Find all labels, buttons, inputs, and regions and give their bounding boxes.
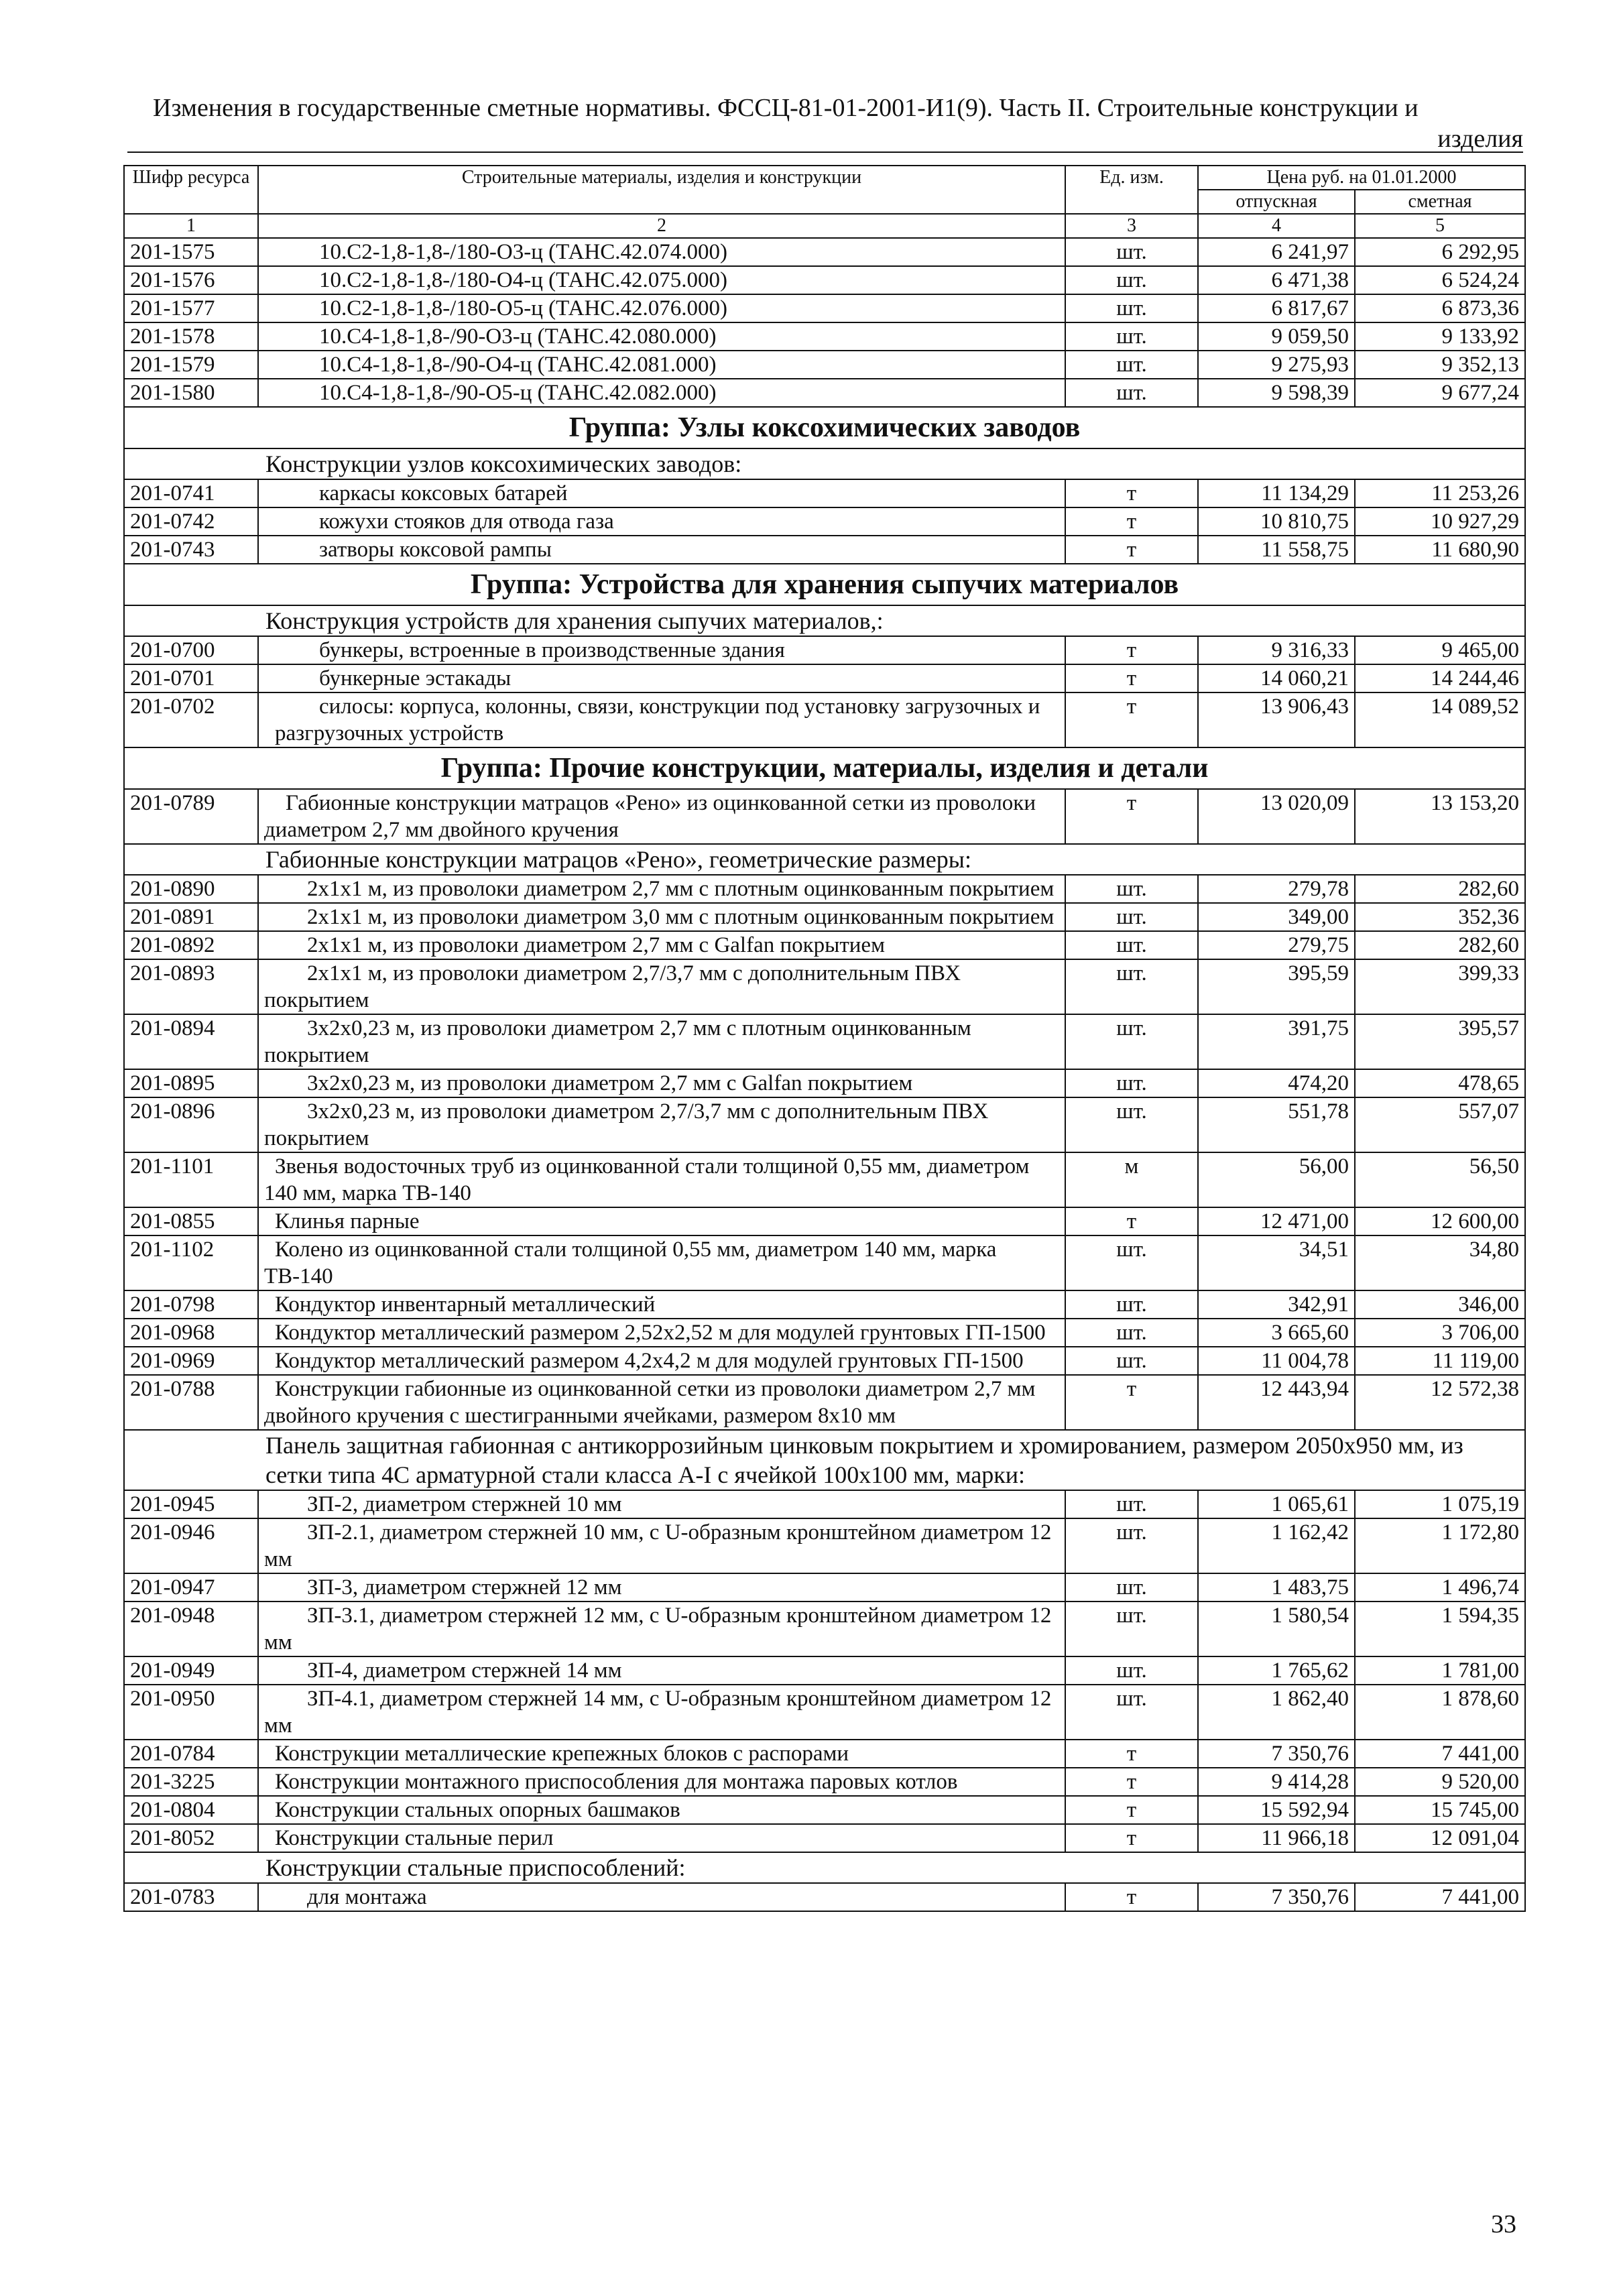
resource-code: 201-0893 — [124, 959, 258, 1014]
resource-code: 201-1102 — [124, 1235, 258, 1290]
resource-code: 201-0700 — [124, 636, 258, 664]
resource-code: 201-0948 — [124, 1602, 258, 1656]
release-price: 6 471,38 — [1198, 266, 1355, 294]
estimate-price: 9 677,24 — [1355, 379, 1525, 407]
resource-code: 201-0947 — [124, 1573, 258, 1602]
material-name: 2х1х1 м, из проволоки диаметром 2,7 мм с плотным оцинкованным покрытием — [258, 875, 1065, 903]
col-code-header: Шифр ресурса — [124, 166, 258, 214]
resource-code: 201-1577 — [124, 294, 258, 322]
material-name: для монтажа — [258, 1883, 1065, 1911]
table-row — [124, 1152, 1525, 1207]
estimate-price: 1 075,19 — [1355, 1490, 1525, 1518]
material-name: 10.С4-1,8-1,8-/90-О5-ц (ТАНС.42.082.000) — [258, 379, 1065, 407]
unit: шт. — [1065, 1573, 1198, 1602]
release-price: 9 414,28 — [1198, 1768, 1355, 1796]
table-row — [124, 294, 1525, 322]
release-price: 11 966,18 — [1198, 1824, 1355, 1852]
unit: шт. — [1065, 1319, 1198, 1347]
material-name: 10.С4-1,8-1,8-/90-О3-ц (ТАНС.42.080.000) — [258, 322, 1065, 351]
table-row — [124, 536, 1525, 564]
release-price: 12 471,00 — [1198, 1207, 1355, 1235]
estimate-price: 12 600,00 — [1355, 1207, 1525, 1235]
estimate-price: 282,60 — [1355, 875, 1525, 903]
estimate-price: 15 745,00 — [1355, 1796, 1525, 1824]
resource-code: 201-0950 — [124, 1685, 258, 1740]
unit: т — [1065, 536, 1198, 564]
table-row — [124, 959, 1525, 1014]
table-row — [124, 1014, 1525, 1069]
table-row — [124, 1290, 1525, 1319]
resource-code: 201-0783 — [124, 1883, 258, 1911]
group-heading-row — [124, 407, 1525, 448]
unit: шт. — [1065, 294, 1198, 322]
unit: шт. — [1065, 1069, 1198, 1097]
estimate-price: 9 133,92 — [1355, 322, 1525, 351]
unit: шт. — [1065, 379, 1198, 407]
resource-code: 201-0789 — [124, 789, 258, 844]
estimate-price: 352,36 — [1355, 903, 1525, 931]
group-heading: Группа: Узлы коксохимических заводов — [124, 407, 1525, 448]
unit: шт. — [1065, 903, 1198, 931]
table-row — [124, 636, 1525, 664]
release-price: 9 316,33 — [1198, 636, 1355, 664]
release-price: 15 592,94 — [1198, 1796, 1355, 1824]
group-heading-row — [124, 747, 1525, 789]
estimate-price: 13 153,20 — [1355, 789, 1525, 844]
table-row — [124, 322, 1525, 351]
col-release-price-header: отпускная — [1198, 190, 1355, 214]
table-row — [124, 1740, 1525, 1768]
document-header — [153, 93, 1523, 154]
material-name: 2х1х1 м, из проволоки диаметром 2,7/3,7 мм с дополнительным ПВХ покрытием — [258, 959, 1065, 1014]
table-row — [124, 1768, 1525, 1796]
release-price: 1 862,40 — [1198, 1685, 1355, 1740]
column-number-row — [124, 214, 1525, 238]
release-price: 9 275,93 — [1198, 351, 1355, 379]
subgroup-heading: Конструкции узлов коксохимических заводов: — [124, 448, 1525, 479]
resource-code: 201-0784 — [124, 1740, 258, 1768]
unit: шт. — [1065, 1235, 1198, 1290]
release-price: 551,78 — [1198, 1097, 1355, 1152]
unit: шт. — [1065, 1656, 1198, 1685]
release-price: 14 060,21 — [1198, 664, 1355, 692]
estimate-price: 7 441,00 — [1355, 1883, 1525, 1911]
estimate-price: 6 292,95 — [1355, 238, 1525, 266]
unit: т — [1065, 636, 1198, 664]
table-row — [124, 875, 1525, 903]
resource-code: 201-1576 — [124, 266, 258, 294]
material-name: ЗП-3.1, диаметром стержней 12 мм, с U-образным кронштейном диаметром 12 мм — [258, 1602, 1065, 1656]
material-name: 2х1х1 м, из проволоки диаметром 2,7 мм с Galfan покрытием — [258, 931, 1065, 959]
price-table — [123, 165, 1526, 1912]
unit: м — [1065, 1152, 1198, 1207]
resource-code: 201-0804 — [124, 1796, 258, 1824]
estimate-price: 478,65 — [1355, 1069, 1525, 1097]
table-row — [124, 1656, 1525, 1685]
unit: т — [1065, 1768, 1198, 1796]
release-price: 391,75 — [1198, 1014, 1355, 1069]
resource-code: 201-0702 — [124, 692, 258, 747]
resource-code: 201-0891 — [124, 903, 258, 931]
table-row — [124, 1319, 1525, 1347]
release-price: 34,51 — [1198, 1235, 1355, 1290]
material-name: Колено из оцинкованной стали толщиной 0,55 мм, диаметром 140 мм, марка ТВ-140 — [258, 1235, 1065, 1290]
unit: шт. — [1065, 1490, 1198, 1518]
resource-code: 201-0969 — [124, 1347, 258, 1375]
estimate-price: 6 524,24 — [1355, 266, 1525, 294]
material-name: Кондуктор металлический размером 4,2х4,2 м для модулей грунтовых ГП-1500 — [258, 1347, 1065, 1375]
table-row — [124, 1573, 1525, 1602]
material-name: ЗП-2.1, диаметром стержней 10 мм, с U-образным кронштейном диаметром 12 мм — [258, 1518, 1065, 1573]
table-row — [124, 351, 1525, 379]
material-name: 10.С2-1,8-1,8-/180-О5-ц (ТАНС.42.076.000) — [258, 294, 1065, 322]
table-row — [124, 1069, 1525, 1097]
release-price: 1 483,75 — [1198, 1573, 1355, 1602]
page-number: 33 — [1491, 2210, 1516, 2238]
group-heading: Группа: Прочие конструкции, материалы, изделия и детали — [124, 747, 1525, 789]
unit: т — [1065, 1207, 1198, 1235]
unit: т — [1065, 1375, 1198, 1430]
table-row — [124, 789, 1525, 844]
column-number: 3 — [1065, 214, 1198, 238]
unit: т — [1065, 1824, 1198, 1852]
estimate-price: 282,60 — [1355, 931, 1525, 959]
material-name: затворы коксовой рампы — [258, 536, 1065, 564]
release-price: 7 350,76 — [1198, 1740, 1355, 1768]
col-name-header: Строительные материалы, изделия и конструкции — [258, 166, 1065, 214]
release-price: 56,00 — [1198, 1152, 1355, 1207]
material-name: Кондуктор металлический размером 2,52х2,52 м для модулей грунтовых ГП-1500 — [258, 1319, 1065, 1347]
material-name: бункеры, встроенные в производственные здания — [258, 636, 1065, 664]
column-number: 1 — [124, 214, 258, 238]
resource-code: 201-0741 — [124, 479, 258, 507]
table-row — [124, 692, 1525, 747]
material-name: 3х2х0,23 м, из проволоки диаметром 2,7 мм с плотным оцинкованным покрытием — [258, 1014, 1065, 1069]
release-price: 7 350,76 — [1198, 1883, 1355, 1911]
estimate-price: 7 441,00 — [1355, 1740, 1525, 1768]
resource-code: 201-0968 — [124, 1319, 258, 1347]
estimate-price: 12 572,38 — [1355, 1375, 1525, 1430]
estimate-price: 1 781,00 — [1355, 1656, 1525, 1685]
subgroup-row — [124, 448, 1525, 479]
resource-code: 201-1580 — [124, 379, 258, 407]
resource-code: 201-1578 — [124, 322, 258, 351]
release-price: 13 906,43 — [1198, 692, 1355, 747]
resource-code: 201-0892 — [124, 931, 258, 959]
unit: шт. — [1065, 875, 1198, 903]
release-price: 9 059,50 — [1198, 322, 1355, 351]
group-heading: Группа: Устройства для хранения сыпучих материалов — [124, 564, 1525, 605]
subgroup-row — [124, 1430, 1525, 1490]
unit: т — [1065, 664, 1198, 692]
resource-code: 201-0946 — [124, 1518, 258, 1573]
material-name: Конструкции монтажного приспособления для монтажа паровых котлов — [258, 1768, 1065, 1796]
release-price: 1 765,62 — [1198, 1656, 1355, 1685]
material-name: силосы: корпуса, колонны, связи, конструкции под установку загрузочных и разгрузочных устройств — [258, 692, 1065, 747]
table-row — [124, 1824, 1525, 1852]
header-rule — [127, 152, 1523, 153]
estimate-price: 34,80 — [1355, 1235, 1525, 1290]
column-number: 4 — [1198, 214, 1355, 238]
release-price: 11 004,78 — [1198, 1347, 1355, 1375]
subgroup-heading: Габионные конструкции матрацов «Рено», геометрические размеры: — [124, 844, 1525, 875]
unit: шт. — [1065, 1602, 1198, 1656]
estimate-price: 1 594,35 — [1355, 1602, 1525, 1656]
table-row — [124, 1207, 1525, 1235]
release-price: 9 598,39 — [1198, 379, 1355, 407]
col-estimate-price-header: сметная — [1355, 190, 1525, 214]
subgroup-heading: Конструкция устройств для хранения сыпучих материалов,: — [124, 605, 1525, 636]
estimate-price: 1 496,74 — [1355, 1573, 1525, 1602]
unit: шт. — [1065, 351, 1198, 379]
table-row — [124, 931, 1525, 959]
material-name: Конструкции металлические крепежных блоков с распорами — [258, 1740, 1065, 1768]
material-name: Габионные конструкции матрацов «Рено» из оцинкованной сетки из проволоки диаметром 2,7 мм двойного кручения — [258, 789, 1065, 844]
material-name: каркасы коксовых батарей — [258, 479, 1065, 507]
resource-code: 201-0896 — [124, 1097, 258, 1152]
release-price: 1 580,54 — [1198, 1602, 1355, 1656]
header-line-1: Изменения в государственные сметные нормативы. ФССЦ-81-01-2001-И1(9). Часть II. Строительные конструкции и — [153, 94, 1419, 122]
table-row — [124, 1347, 1525, 1375]
estimate-price: 9 520,00 — [1355, 1768, 1525, 1796]
unit: шт. — [1065, 931, 1198, 959]
release-price: 474,20 — [1198, 1069, 1355, 1097]
resource-code: 201-0788 — [124, 1375, 258, 1430]
table-row — [124, 1490, 1525, 1518]
release-price: 6 241,97 — [1198, 238, 1355, 266]
column-number: 5 — [1355, 214, 1525, 238]
resource-code: 201-0855 — [124, 1207, 258, 1235]
table-row — [124, 379, 1525, 407]
unit: шт. — [1065, 322, 1198, 351]
table-row — [124, 664, 1525, 692]
resource-code: 201-0895 — [124, 1069, 258, 1097]
material-name: 10.С4-1,8-1,8-/90-О4-ц (ТАНС.42.081.000) — [258, 351, 1065, 379]
material-name: Клинья парные — [258, 1207, 1065, 1235]
unit: т — [1065, 1883, 1198, 1911]
release-price: 1 162,42 — [1198, 1518, 1355, 1573]
estimate-price: 1 878,60 — [1355, 1685, 1525, 1740]
resource-code: 201-1101 — [124, 1152, 258, 1207]
resource-code: 201-0945 — [124, 1490, 258, 1518]
estimate-price: 56,50 — [1355, 1152, 1525, 1207]
unit: шт. — [1065, 266, 1198, 294]
resource-code: 201-0743 — [124, 536, 258, 564]
resource-code: 201-0949 — [124, 1656, 258, 1685]
estimate-price: 6 873,36 — [1355, 294, 1525, 322]
material-name: 3х2х0,23 м, из проволоки диаметром 2,7/3,7 мм с дополнительным ПВХ покрытием — [258, 1097, 1065, 1152]
resource-code: 201-0701 — [124, 664, 258, 692]
col-unit-header: Ед. изм. — [1065, 166, 1198, 214]
material-name: Конструкции габионные из оцинкованной сетки из проволоки диаметром 2,7 мм двойного кручения с шестигранными ячейками, размером 8х10 мм — [258, 1375, 1065, 1430]
estimate-price: 12 091,04 — [1355, 1824, 1525, 1852]
material-name: 10.С2-1,8-1,8-/180-О3-ц (ТАНС.42.074.000) — [258, 238, 1065, 266]
release-price: 395,59 — [1198, 959, 1355, 1014]
unit: т — [1065, 1740, 1198, 1768]
release-price: 342,91 — [1198, 1290, 1355, 1319]
table-row — [124, 1602, 1525, 1656]
subgroup-row — [124, 1852, 1525, 1883]
table-row — [124, 1097, 1525, 1152]
estimate-price: 9 352,13 — [1355, 351, 1525, 379]
resource-code: 201-3225 — [124, 1768, 258, 1796]
material-name: 10.С2-1,8-1,8-/180-О4-ц (ТАНС.42.075.000) — [258, 266, 1065, 294]
unit: шт. — [1065, 959, 1198, 1014]
table-row — [124, 1883, 1525, 1911]
material-name: 2х1х1 м, из проволоки диаметром 3,0 мм с плотным оцинкованным покрытием — [258, 903, 1065, 931]
release-price: 1 065,61 — [1198, 1490, 1355, 1518]
unit: т — [1065, 479, 1198, 507]
material-name: Кондуктор инвентарный металлический — [258, 1290, 1065, 1319]
unit: шт. — [1065, 238, 1198, 266]
release-price: 11 134,29 — [1198, 479, 1355, 507]
release-price: 349,00 — [1198, 903, 1355, 931]
table-row — [124, 1685, 1525, 1740]
resource-code: 201-1575 — [124, 238, 258, 266]
table-row — [124, 1235, 1525, 1290]
material-name: Конструкции стальных опорных башмаков — [258, 1796, 1065, 1824]
release-price: 6 817,67 — [1198, 294, 1355, 322]
table-row — [124, 238, 1525, 266]
group-heading-row — [124, 564, 1525, 605]
unit: шт. — [1065, 1685, 1198, 1740]
resource-code: 201-0742 — [124, 507, 258, 536]
estimate-price: 9 465,00 — [1355, 636, 1525, 664]
release-price: 11 558,75 — [1198, 536, 1355, 564]
release-price: 279,78 — [1198, 875, 1355, 903]
unit: шт. — [1065, 1347, 1198, 1375]
material-name: ЗП-3, диаметром стержней 12 мм — [258, 1573, 1065, 1602]
estimate-price: 1 172,80 — [1355, 1518, 1525, 1573]
table-header-row — [124, 166, 1525, 190]
table-row — [124, 1375, 1525, 1430]
table-row — [124, 1796, 1525, 1824]
subgroup-row — [124, 844, 1525, 875]
unit: шт. — [1065, 1097, 1198, 1152]
estimate-price: 14 244,46 — [1355, 664, 1525, 692]
column-number: 2 — [258, 214, 1065, 238]
subgroup-row — [124, 605, 1525, 636]
material-name: ЗП-2, диаметром стержней 10 мм — [258, 1490, 1065, 1518]
resource-code: 201-0798 — [124, 1290, 258, 1319]
unit: шт. — [1065, 1014, 1198, 1069]
table-row — [124, 266, 1525, 294]
resource-code: 201-0890 — [124, 875, 258, 903]
release-price: 279,75 — [1198, 931, 1355, 959]
unit: шт. — [1065, 1290, 1198, 1319]
estimate-price: 11 680,90 — [1355, 536, 1525, 564]
subgroup-heading: Конструкции стальные приспособлений: — [124, 1852, 1525, 1883]
table-row — [124, 479, 1525, 507]
estimate-price: 557,07 — [1355, 1097, 1525, 1152]
release-price: 12 443,94 — [1198, 1375, 1355, 1430]
unit: т — [1065, 692, 1198, 747]
unit: т — [1065, 507, 1198, 536]
estimate-price: 395,57 — [1355, 1014, 1525, 1069]
material-name: кожухи стояков для отвода газа — [258, 507, 1065, 536]
table-row — [124, 507, 1525, 536]
material-name: бункерные эстакады — [258, 664, 1065, 692]
subgroup-heading: Панель защитная габионная с антикоррозийным цинковым покрытием и хромированием, размером 2050х950 мм, из сетки типа 4С арматурной стали класса А-I с ячейкой 100х100 мм, марки: — [124, 1430, 1525, 1490]
col-price-header: Цена руб. на 01.01.2000 — [1198, 166, 1525, 190]
header-line-2: изделия — [1437, 125, 1523, 153]
release-price: 10 810,75 — [1198, 507, 1355, 536]
release-price: 13 020,09 — [1198, 789, 1355, 844]
material-name: Звенья водосточных труб из оцинкованной стали толщиной 0,55 мм, диаметром 140 мм, марка ТВ-140 — [258, 1152, 1065, 1207]
estimate-price: 11 119,00 — [1355, 1347, 1525, 1375]
material-name: Конструкции стальные перил — [258, 1824, 1065, 1852]
estimate-price: 10 927,29 — [1355, 507, 1525, 536]
material-name: 3х2х0,23 м, из проволоки диаметром 2,7 мм с Galfan покрытием — [258, 1069, 1065, 1097]
material-name: ЗП-4.1, диаметром стержней 14 мм, с U-образным кронштейном диаметром 12 мм — [258, 1685, 1065, 1740]
unit: шт. — [1065, 1518, 1198, 1573]
table-row — [124, 903, 1525, 931]
estimate-price: 399,33 — [1355, 959, 1525, 1014]
resource-code: 201-1579 — [124, 351, 258, 379]
resource-code: 201-8052 — [124, 1824, 258, 1852]
unit: т — [1065, 1796, 1198, 1824]
estimate-price: 14 089,52 — [1355, 692, 1525, 747]
estimate-price: 3 706,00 — [1355, 1319, 1525, 1347]
table-row — [124, 1518, 1525, 1573]
material-name: ЗП-4, диаметром стержней 14 мм — [258, 1656, 1065, 1685]
estimate-price: 346,00 — [1355, 1290, 1525, 1319]
resource-code: 201-0894 — [124, 1014, 258, 1069]
estimate-price: 11 253,26 — [1355, 479, 1525, 507]
release-price: 3 665,60 — [1198, 1319, 1355, 1347]
unit: т — [1065, 789, 1198, 844]
